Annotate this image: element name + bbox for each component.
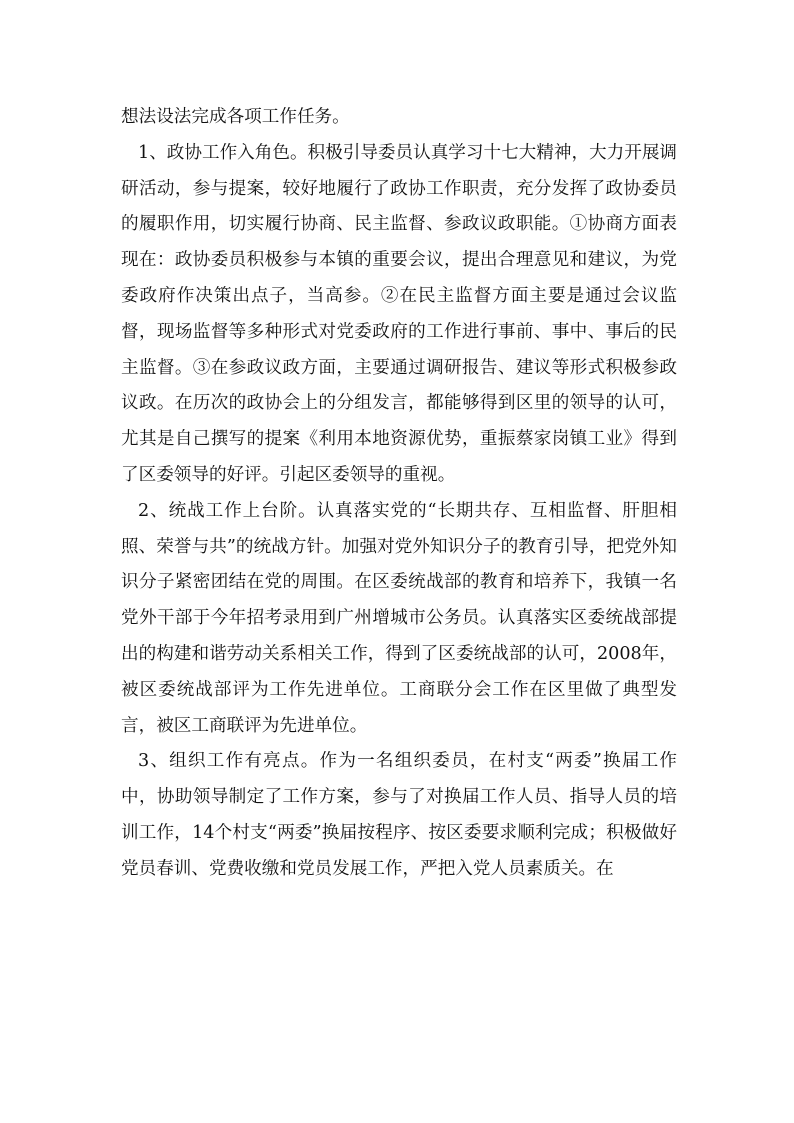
paragraph-united-front-work: 2、统战工作上台阶。认真落实党的“长期共存、互相监督、肝胆相照、荣誉与共”的统战方针。加强对党外知识分子的教育引导，把党外知识分子紧密团结在党的周围。在区委统战部的教育和培养下，我镇一名党外干部于今年招考录用到广州增城市公务员。认真落实区委统战部提出的构建和谐劳动关系相关工作，得到了区委统战部的认可，2008年，被区委统战部评为工作先进单位。工商联分会工作在区里做了典型发言，被区工商联评为先进单位。 bbox=[121, 500, 677, 736]
paragraph-continuation: 想法设法完成各项工作任务。 bbox=[121, 107, 350, 127]
paragraph-cppcc-work: 1、政协工作入角色。积极引导委员认真学习十七大精神，大力开展调研活动，参与提案，较好地履行了政协工作职责，充分发挥了政协委员的履职作用，切实履行协商、民主监督、参政议政职能。①协商方面表现在：政协委员积极参与本镇的重要会议，提出合理意见和建议，为党委政府作决策出点子，当高参。②在民主监督方面主要是通过会议监督，现场监督等多种形式对党委政府的工作进行事前、事中、事后的民主监督。③在参政议政方面，主要通过调研报告、建议等形式积极参政议政。在历次的政协会上的分组发言，都能够得到区里的领导的认可，尤其是自己撰写的提案《利用本地资源优势，重振蔡家岗镇工业》得到了区委领导的好评。引起区委领导的重视。 bbox=[121, 142, 678, 485]
paragraph-organization-work: 3、组织工作有亮点。作为一名组织委员，在村支“两委”换届工作中，协助领导制定了工作方案，参与了对换届工作人员、指导人员的培训工作，14个村支“两委”换届按程序、按区委要求顺利完成；积极做好党员春训、党费收缴和党员发展工作，严把入党人员素质关。在 bbox=[121, 751, 677, 879]
document-body bbox=[121, 100, 677, 888]
